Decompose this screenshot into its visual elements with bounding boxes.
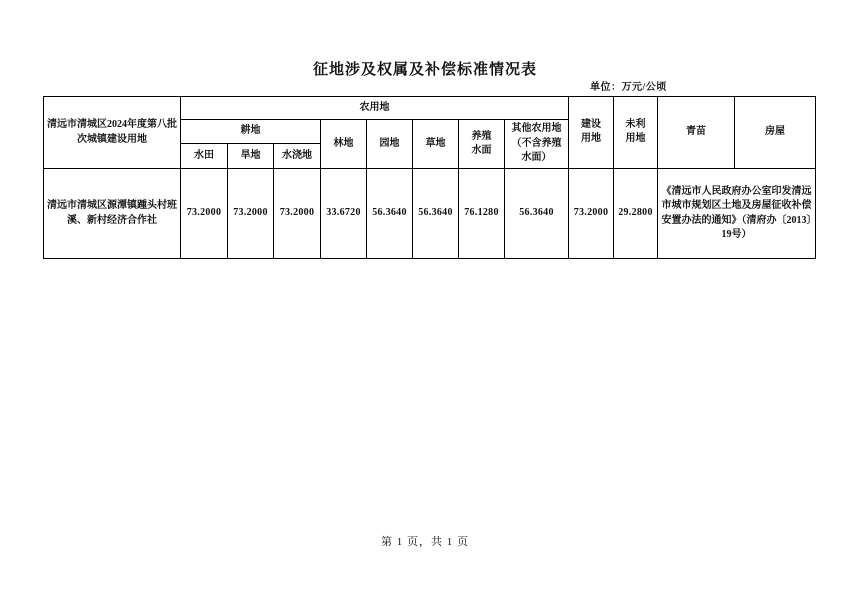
cell-garden-land-value: 56.3640 (367, 169, 413, 259)
cell-construction-land-value: 73.2000 (569, 169, 614, 259)
header-unused-land (614, 97, 658, 169)
cell-aquaculture-water-value: 76.1280 (459, 169, 505, 259)
cell-dry-land-value: 73.2000 (228, 169, 274, 259)
header-garden-land: 园地 (367, 120, 413, 169)
cell-young-crops-houses-policy: 《清远市人民政府办公室印发清远市城市规划区土地及房屋征收补偿安置办法的通知》（清府办〔2013〕19号） (658, 169, 816, 259)
page-title: 征地涉及权属及补偿标准情况表 (312, 62, 537, 78)
cell-unused-land-value: 29.2800 (614, 169, 658, 259)
header-dry-land: 旱地 (228, 144, 274, 169)
header-aquaculture-water (459, 120, 505, 169)
cell-forest-land-value: 33.6720 (321, 169, 367, 259)
header-other-agricultural-label: 其他农用地（不含养殖水面） (511, 123, 562, 164)
header-owner-batch: 清远市清城区2024年度第八批次城镇建设用地 (44, 97, 181, 169)
unit-label: 单位：万元/公顷 (590, 82, 667, 93)
header-young-crops: 青苗 (658, 97, 735, 169)
header-grassland: 草地 (413, 120, 459, 169)
header-construction-land-label: 建设用地 (581, 119, 601, 145)
header-aquaculture-water-label: 养殖水面 (471, 130, 492, 156)
header-other-agricultural (505, 120, 569, 169)
compensation-standards-table (43, 96, 816, 259)
cell-irrigated-land-value: 73.2000 (274, 169, 321, 259)
cell-paddy-field-value: 73.2000 (181, 169, 228, 259)
header-forest-land: 林地 (321, 120, 367, 169)
table-row (44, 169, 816, 259)
header-paddy-field: 水田 (181, 144, 228, 169)
page-number-footer: 第 1 页，共 1 页 (381, 536, 469, 548)
cell-grassland-value: 56.3640 (413, 169, 459, 259)
header-cultivated-land-group: 耕地 (181, 120, 321, 144)
header-houses: 房屋 (735, 97, 816, 169)
header-construction-land (569, 97, 614, 169)
header-unused-land-label: 未利用地 (625, 119, 646, 145)
cell-other-agricultural-value: 56.3640 (505, 169, 569, 259)
cell-owner-name: 清远市清城区源潭镇踵头村班溪、新村经济合作社 (44, 169, 181, 259)
header-irrigated-land: 水浇地 (274, 144, 321, 169)
header-agricultural-land-group: 农用地 (181, 97, 569, 120)
